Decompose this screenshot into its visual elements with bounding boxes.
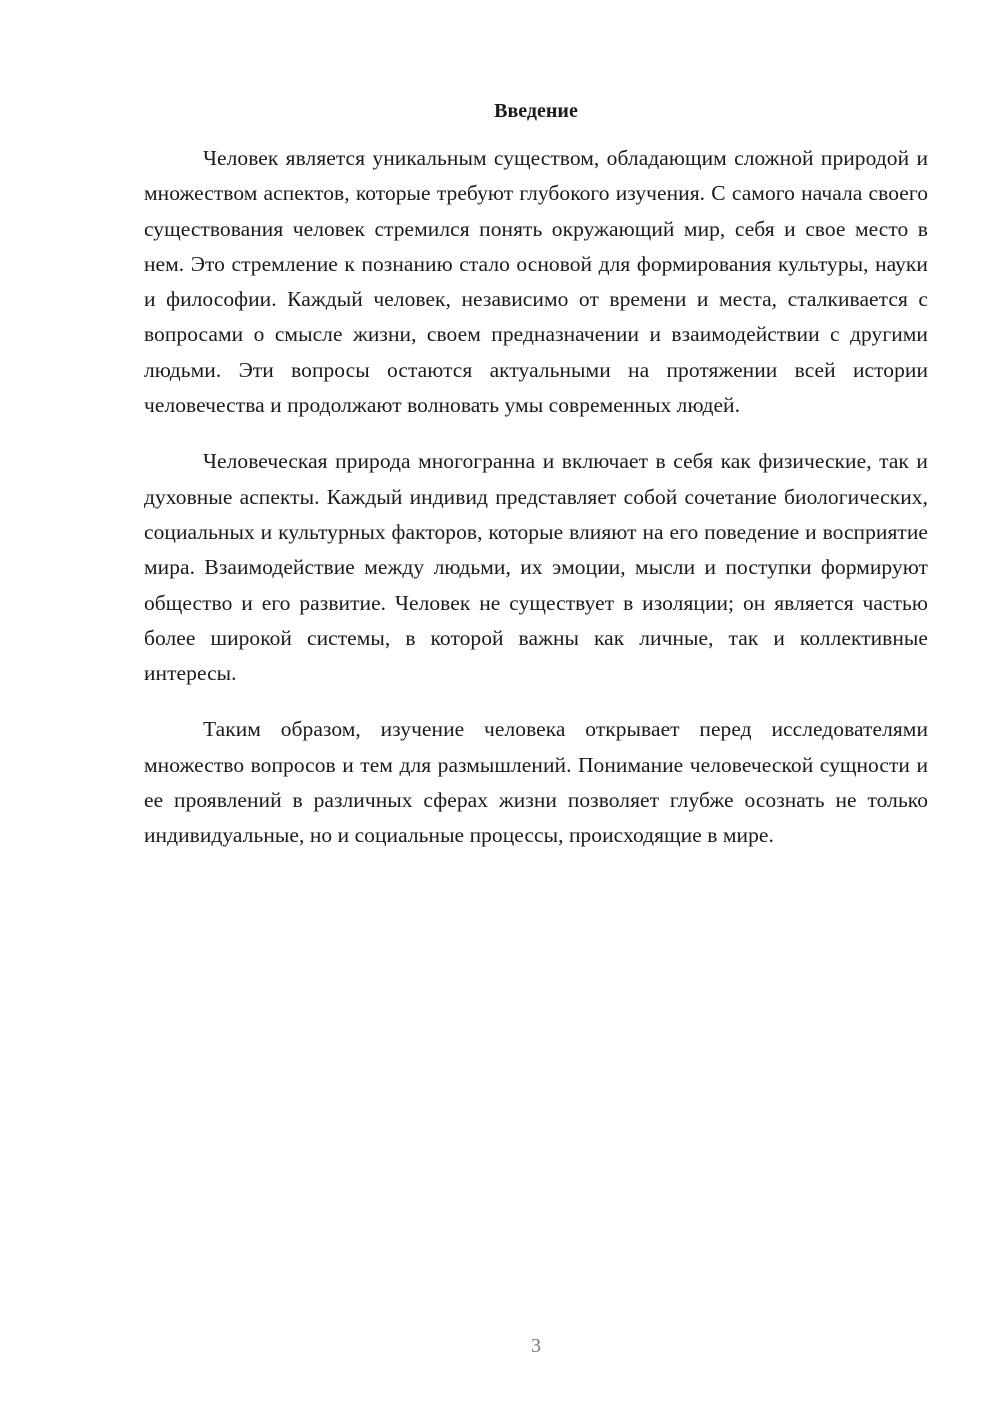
paragraph-3: Таким образом, изучение человека открывает перед исследователями множество вопросов и тем для размышлений. Понимание человеческой сущности и ее проявлений в различных сферах жизни позволяет глубже осознать не только индивидуальные, но и социальные процессы, происходящие в мире. bbox=[144, 717, 928, 848]
section-heading: Введение bbox=[494, 100, 578, 122]
page-number: 3 bbox=[531, 1335, 541, 1357]
paragraph-2: Человеческая природа многогранна и включает в себя как физические, так и духовные аспекты. Каждый индивид представляет собой сочетание биологических, социальных и культурных факторов, которые влияют на его поведение и восприятие мира. Взаимодействие между людьми, их эмоции, мысли и поступки формируют общество и его развитие. Человек не существует в изоляции; он является частью более широкой системы, в которой важны как личные, так и коллективные интересы. bbox=[144, 449, 928, 686]
paragraph-1: Человек является уникальным существом, обладающим сложной природой и множеством аспектов, которые требуют глубокого изучения. С самого начала своего существования человек стремился понять окружающий мир, себя и свое место в нем. Это стремление к познанию стало основой для формирования культуры, науки и философии. Каждый человек, независимо от времени и места, сталкивается с вопросами о смысле жизни, своем предназначении и взаимодействии с другими людьми. Эти вопросы остаются актуальными на протяжении всей истории человечества и продолжают волновать умы современных людей. bbox=[144, 146, 928, 418]
body-text bbox=[144, 141, 928, 875]
